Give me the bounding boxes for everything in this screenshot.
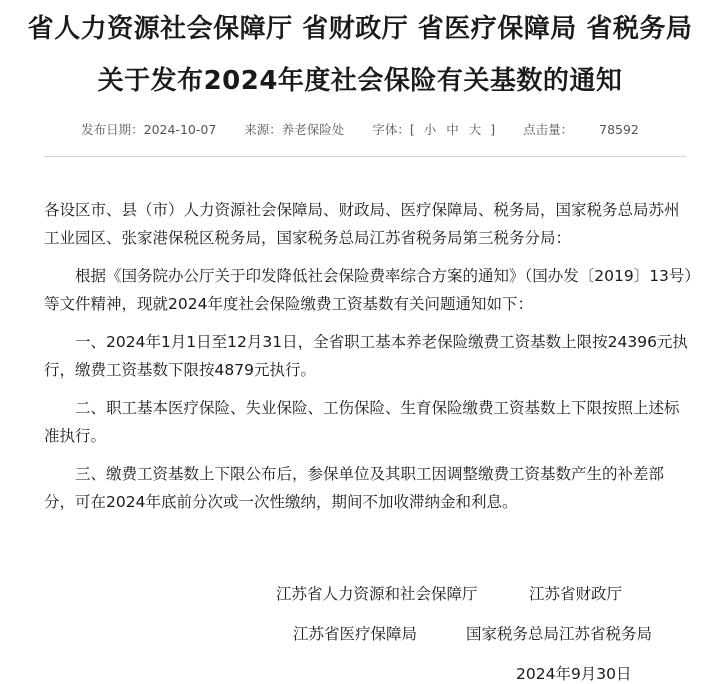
signature-tax: 国家税务总局江苏省税务局 xyxy=(466,625,653,643)
view-count xyxy=(523,120,639,138)
font-bracket-close: ] xyxy=(490,122,496,137)
font-size-medium-link[interactable]: 中 xyxy=(446,122,459,137)
signature-hrss: 江苏省人力资源和社会保障厅 xyxy=(276,585,478,603)
signature-date: 2024年9月30日 xyxy=(516,665,632,683)
publish-date-label: 发布日期： xyxy=(81,122,144,137)
signature-medical: 江苏省医疗保障局 xyxy=(293,625,418,643)
font-size-selector xyxy=(372,120,495,138)
source-label: 来源： xyxy=(244,122,282,137)
publish-date-value: 2024-10-07 xyxy=(143,122,217,137)
paragraph-item-1: 一、2024年1月1日至12月31日，全省职工基本养老保险缴费工资基数上限按24396元执行，缴费工资基数下限按4879元执行。 xyxy=(44,333,688,379)
font-size-large-link[interactable]: 大 xyxy=(468,122,482,137)
notice-title-line1: 省人力资源社会保障厅 省财政厅 省医疗保障局 省税务局 xyxy=(27,14,693,44)
source xyxy=(244,120,344,138)
view-count-label: 点击量： xyxy=(523,122,574,137)
recipients-paragraph: 各设区市、县（市）人力资源社会保障局、财政局、医疗保障局、税务局，国家税务总局苏州工业园区、张家港保税区税务局，国家税务总局江苏省税务局第三税务分局： xyxy=(44,201,680,247)
article-meta xyxy=(0,120,720,138)
paragraph-item-3: 三、缴费工资基数上下限公布后，参保单位及其职工因调整缴费工资基数产生的补差部分，可在2024年底前分次或一次性缴纳，期间不加收滞纳金和利息。 xyxy=(44,465,665,511)
paragraph-basis: 根据《国务院办公厅关于印发降低社会保险费率综合方案的通知》（国办发〔2019〕13号）等文件精神，现就2024年度社会保险缴费工资基数有关问题通知如下： xyxy=(44,267,693,313)
source-value: 养老保险处 xyxy=(281,122,345,137)
font-size-small-link[interactable]: 小 xyxy=(423,122,437,137)
notice-body xyxy=(44,196,694,526)
font-size-label: 字体： xyxy=(372,122,410,137)
notice-title-line2: 关于发布2024年度社会保险有关基数的通知 xyxy=(97,66,623,96)
view-count-value: 78592 xyxy=(599,122,639,137)
meta-divider xyxy=(44,156,686,157)
signature-finance: 江苏省财政厅 xyxy=(529,585,623,603)
font-bracket-open: [ xyxy=(409,122,415,137)
publish-date xyxy=(81,120,216,138)
paragraph-item-2: 二、职工基本医疗保险、失业保险、工伤保险、生育保险缴费工资基数上下限按照上述标准执行。 xyxy=(44,399,680,445)
